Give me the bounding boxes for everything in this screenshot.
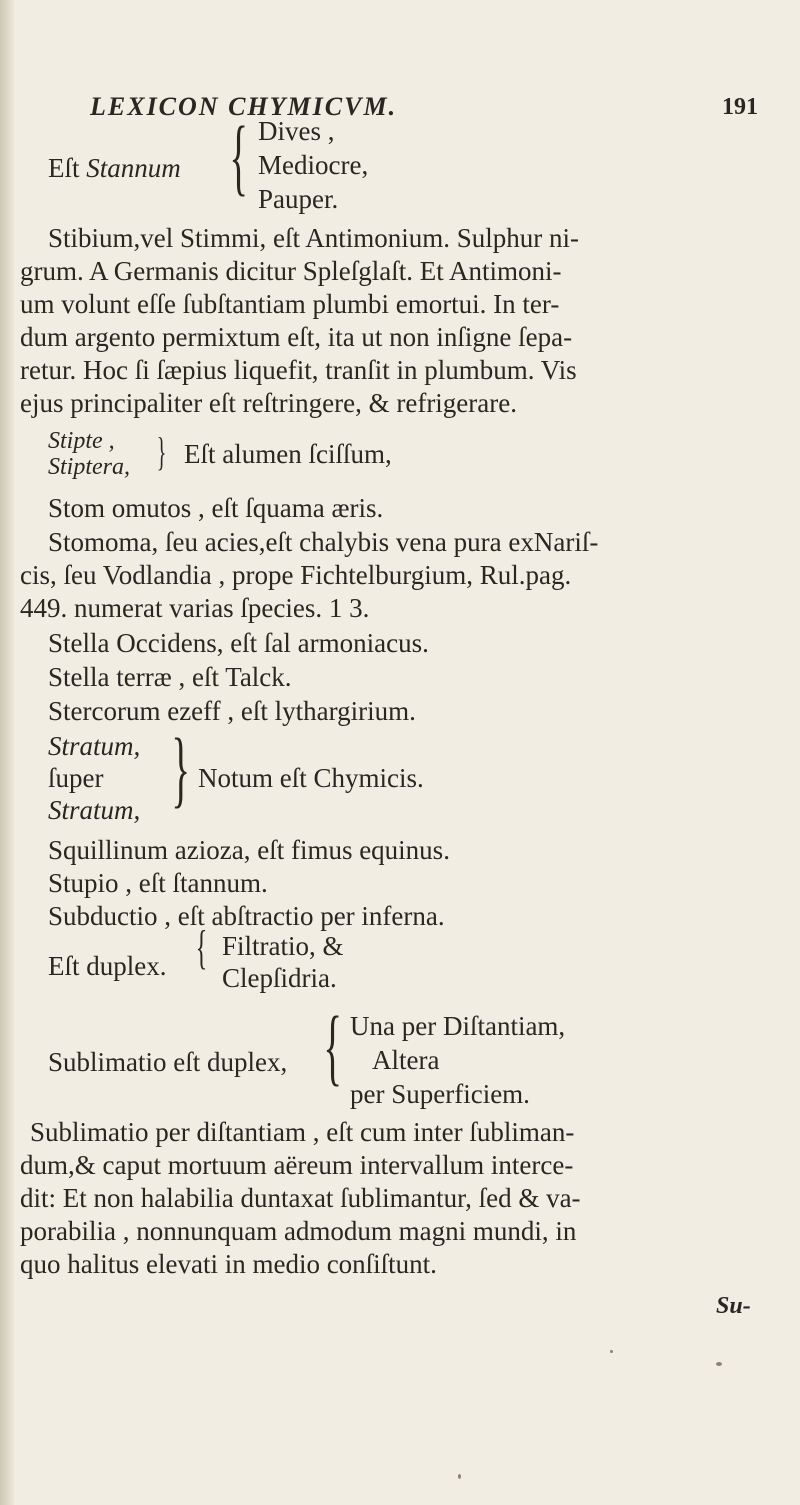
stupio-line: Stupio , eſt ſtannum. — [48, 868, 268, 898]
stibium-line-6: ejus principaliter eſt reſtringere, & refrigerare. — [20, 388, 517, 418]
brace-stipte: } — [156, 429, 167, 474]
stipte-term-2: Stiptera, — [48, 454, 130, 480]
brace-sublimatio: { — [323, 998, 342, 1094]
stibium-line-2: grum. A Germanis dicitur Spleſglaſt. Et Antimoni- — [20, 256, 562, 286]
stannum-kind-1: Dives , — [258, 116, 335, 146]
page-edge — [0, 0, 14, 1505]
duplex-kind-1: Filtratio, & — [222, 931, 344, 961]
sublimatio-distantiam-line-2: dum,& caput mortuum aëreum intervallum interce- — [20, 1150, 574, 1180]
sublimatio-kind-2: Altera — [372, 1045, 440, 1075]
stibium-line-5: retur. Hoc ſi ſæpius liquefit, tranſit in plumbum. Vis — [20, 355, 577, 385]
stannum-kind-2: Mediocre, — [258, 150, 369, 180]
stomoma-line-3: 449. numerat varias ſpecies. 1 3. — [20, 593, 370, 623]
stannum-line — [48, 152, 181, 184]
sublimatio-distantiam-line-5: quo halitus elevati in medio conſiſtunt. — [20, 1249, 437, 1279]
sublimatio-lead: Sublimatio eſt duplex, — [48, 1047, 288, 1077]
stipte-definition: Eſt alumen ſciſſum, — [184, 439, 392, 469]
paper-speck — [716, 1362, 722, 1366]
sublimatio-kind-3: per Superficiem. — [350, 1079, 530, 1109]
brace-stratum: } — [171, 720, 190, 816]
stibium-line-3: um volunt eſſe ſubſtantiam plumbi emortui. In ter- — [20, 289, 560, 319]
stratum-term-2: ſuper — [48, 763, 104, 793]
sublimatio-kind-1: Una per Diſtantiam, — [350, 1011, 566, 1041]
squillinum-line: Squillinum azioza, eſt fimus equinus. — [48, 835, 450, 865]
duplex-lead: Eſt duplex. — [48, 951, 167, 981]
stercorum-line: Stercorum ezeff , eſt lythargirium. — [48, 696, 416, 726]
stipte-term-1: Stipte , — [48, 428, 115, 454]
stratum-definition: Notum eſt Chymicis. — [198, 763, 424, 793]
duplex-kind-2: Clepſidria. — [222, 963, 337, 993]
paper-speck — [458, 1474, 461, 1479]
stibium-line-1: Stibium,vel Stimmi, eſt Antimonium. Sulphur ni- — [48, 223, 580, 253]
stibium-line-4: dum argento permixtum eſt, ita ut non inſigne ſepa- — [20, 322, 573, 352]
sublimatio-distantiam-line-4: porabilia , nonnunquam admodum magni mundi, in — [20, 1216, 577, 1246]
running-title: LEXICON CHYMICVM. — [90, 92, 398, 121]
brace-duplex: { — [195, 921, 208, 974]
stomoma-line-1: Stomoma, ſeu acies,eſt chalybis vena pura exNariſ- — [48, 527, 599, 557]
paper-speck — [610, 1350, 613, 1353]
stannum-lead: Eſt — [48, 153, 87, 183]
stomoma-line-2: cis, ſeu Vodlandia , prope Fichtelburgium, Rul.pag. — [20, 560, 572, 590]
brace-stannum: { — [229, 108, 248, 204]
stella-occidens-line: Stella Occidens, eſt ſal armoniacus. — [48, 628, 429, 658]
stomomutos-line: Stom omutos , eſt ſquama æris. — [48, 493, 384, 523]
stratum-term-1: Stratum, — [48, 731, 141, 761]
stella-terrae-line: Stella terræ , eſt Talck. — [48, 662, 292, 692]
stannum-kind-3: Pauper. — [258, 184, 339, 214]
catchword: Su- — [716, 1293, 751, 1319]
stannum-term: Stannum — [86, 153, 181, 183]
subductio-line: Subductio , eſt abſtractio per inferna. — [48, 901, 445, 931]
sublimatio-distantiam-line-1: Sublimatio per diſtantiam , eſt cum inter ſubliman- — [30, 1117, 575, 1147]
sublimatio-distantiam-line-3: dit: Et non halabilia duntaxat ſublimantur, ſed & va- — [20, 1183, 581, 1213]
page-number: 191 — [722, 94, 758, 120]
stratum-term-3: Stratum, — [48, 795, 141, 825]
